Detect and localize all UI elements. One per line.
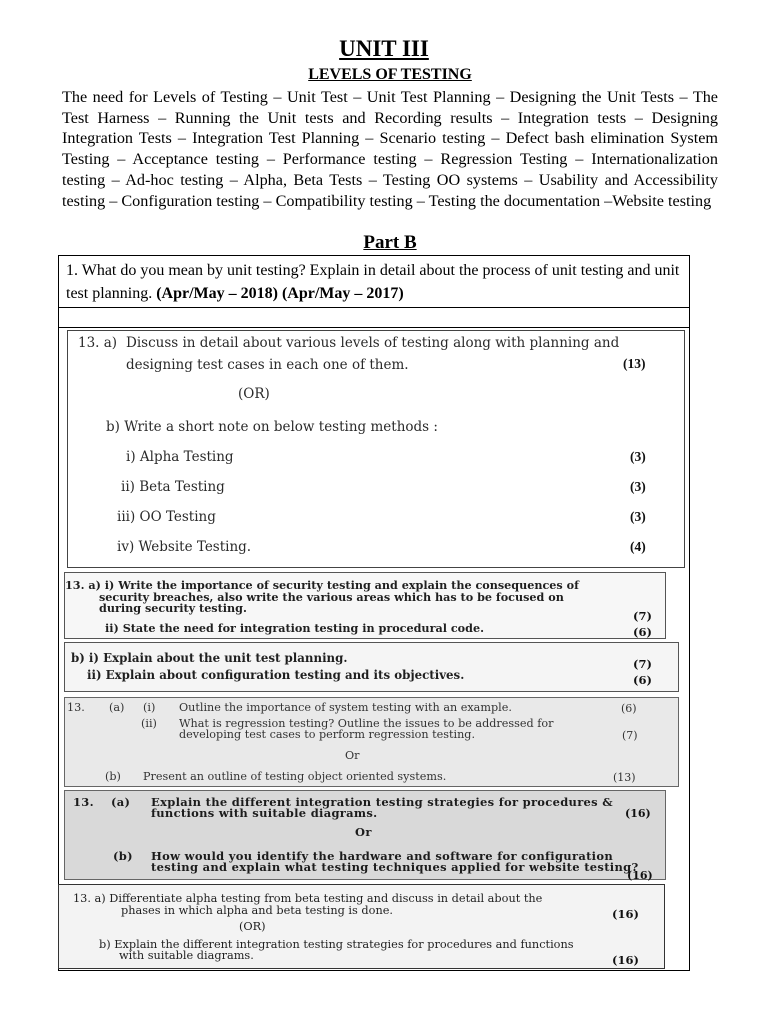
exam-scan-3 bbox=[64, 642, 679, 692]
scan4-b-text: Present an outline of testing object oriented systems. bbox=[143, 770, 447, 783]
scan4-part-b: (b) bbox=[105, 770, 121, 783]
question-1-years: (Apr/May – 2018) (Apr/May – 2017) bbox=[156, 285, 404, 302]
scan2-line3: during security testing. bbox=[99, 601, 247, 615]
scan1-item-1: i) Alpha Testing bbox=[126, 449, 234, 465]
scan6-b-marks: (16) bbox=[612, 953, 639, 967]
question-1-row bbox=[59, 256, 689, 308]
scan4-or: Or bbox=[345, 749, 360, 762]
scan6-b-line2: with suitable diagrams. bbox=[119, 949, 254, 962]
scan5-b-line2: testing and explain what testing techniques applied for website testing? bbox=[151, 860, 639, 874]
scan5-part-b: (b) bbox=[113, 849, 133, 863]
scan6-a-marks: (16) bbox=[612, 907, 639, 921]
scan1-item-3: iii) OO Testing bbox=[117, 509, 216, 525]
scan6-b-line1: b) Explain the different integration testing strategies for procedures and functions bbox=[99, 938, 574, 951]
scan1-a-marks: (13) bbox=[623, 356, 646, 371]
scan5-or: Or bbox=[355, 825, 372, 839]
scan1-item-1-marks: (3) bbox=[630, 449, 646, 464]
scan6-a-line1: 13. a) Differentiate alpha testing from beta testing and discuss in detail about the bbox=[73, 892, 543, 905]
scan4-b-marks: (13) bbox=[613, 771, 636, 784]
exam-scan-1 bbox=[67, 330, 685, 568]
scan1-item-3-marks: (3) bbox=[630, 509, 646, 524]
scan4-a-i-text: Outline the importance of system testing with an example. bbox=[179, 701, 512, 714]
scan3-line2: ii) Explain about configuration testing and its objectives. bbox=[87, 668, 465, 682]
question-1-text: 1. What do you mean by unit testing? Explain in detail about the process of unit testing and unit test planning. bbox=[66, 262, 680, 302]
scan5-part-a: (a) bbox=[111, 795, 131, 809]
exam-scan-5 bbox=[64, 790, 666, 880]
unit-title: UNIT III bbox=[339, 36, 429, 61]
part-heading: Part B bbox=[363, 232, 417, 253]
scan1-b-intro: b) Write a short note on below testing methods : bbox=[106, 419, 438, 435]
scan4-a-ii: (ii) bbox=[141, 717, 157, 730]
scan2-marks-1: (7) bbox=[633, 609, 652, 623]
scan4-part-a: (a) bbox=[109, 701, 125, 714]
scan2-line2: security breaches, also write the various areas which has to be focused on bbox=[99, 590, 564, 604]
scan5-b-line1: How would you identify the hardware and software for configuration bbox=[151, 849, 613, 863]
scan4-qnum: 13. bbox=[67, 701, 85, 714]
scan1-item-2: ii) Beta Testing bbox=[121, 479, 225, 495]
scan3-line1: b) i) Explain about the unit test planning. bbox=[71, 651, 348, 665]
scan3-marks-1: (7) bbox=[633, 657, 652, 671]
scan1-or: (OR) bbox=[238, 386, 270, 402]
exam-scan-6 bbox=[58, 884, 665, 969]
exam-scan-2 bbox=[64, 572, 666, 639]
scan6-or: (OR) bbox=[239, 920, 266, 933]
scan2-line1: 13. a) i) Write the importance of security testing and explain the consequences of bbox=[65, 578, 579, 592]
scan1-qnum: 13. a) bbox=[78, 335, 118, 351]
scan4-a-i-marks: (6) bbox=[621, 702, 637, 715]
scan5-a-line2: functions with suitable diagrams. bbox=[151, 806, 378, 820]
scan1-item-2-marks: (3) bbox=[630, 479, 646, 494]
scan1-a-line1: Discuss in detail about various levels of testing along with planning and bbox=[126, 335, 620, 351]
scan5-b-marks: (16) bbox=[627, 869, 653, 882]
scan4-a-ii-marks: (7) bbox=[622, 729, 638, 742]
scan1-item-4-marks: (4) bbox=[630, 539, 646, 554]
exam-scan-4 bbox=[64, 697, 679, 787]
scan5-a-marks: (16) bbox=[625, 807, 651, 820]
syllabus-paragraph: The need for Levels of Testing – Unit Test – Unit Test Planning – Designing the Unit Tests – The Test Harness – Running the Unit tests and Recording results – Integration tests – Designing Integration Tests – Integration Test Planning – Scenario testing – Defect bash elimination System Testing – Acceptance testing – Performance testing – Regression Testing – Internationalization testing – Ad-hoc testing – Alpha, Beta Tests – Testing OO systems – Usability and Accessibility testing – Configuration testing – Compatibility testing – Testing the documentation –Website testing bbox=[62, 88, 718, 210]
scan1-item-4: iv) Website Testing. bbox=[117, 539, 252, 555]
scan5-qnum: 13. bbox=[73, 795, 94, 809]
scan4-a-ii-line2: developing test cases to perform regression testing. bbox=[179, 728, 476, 741]
scan6-a-line2: phases in which alpha and beta testing is done. bbox=[121, 904, 394, 917]
unit-subtitle: LEVELS OF TESTING bbox=[308, 66, 472, 83]
scan2-line4: ii) State the need for integration testing in procedural code. bbox=[105, 621, 484, 635]
empty-row bbox=[59, 308, 689, 328]
scan3-marks-2: (6) bbox=[633, 673, 652, 687]
scan2-marks-2: (6) bbox=[633, 625, 652, 639]
scan4-a-i: (i) bbox=[143, 701, 156, 714]
scan4-a-ii-line1: What is regression testing? Outline the issues to be addressed for bbox=[179, 717, 554, 730]
scan1-a-line2: designing test cases in each one of them. bbox=[126, 357, 409, 373]
scan5-a-line1: Explain the different integration testing strategies for procedures & bbox=[151, 795, 613, 809]
